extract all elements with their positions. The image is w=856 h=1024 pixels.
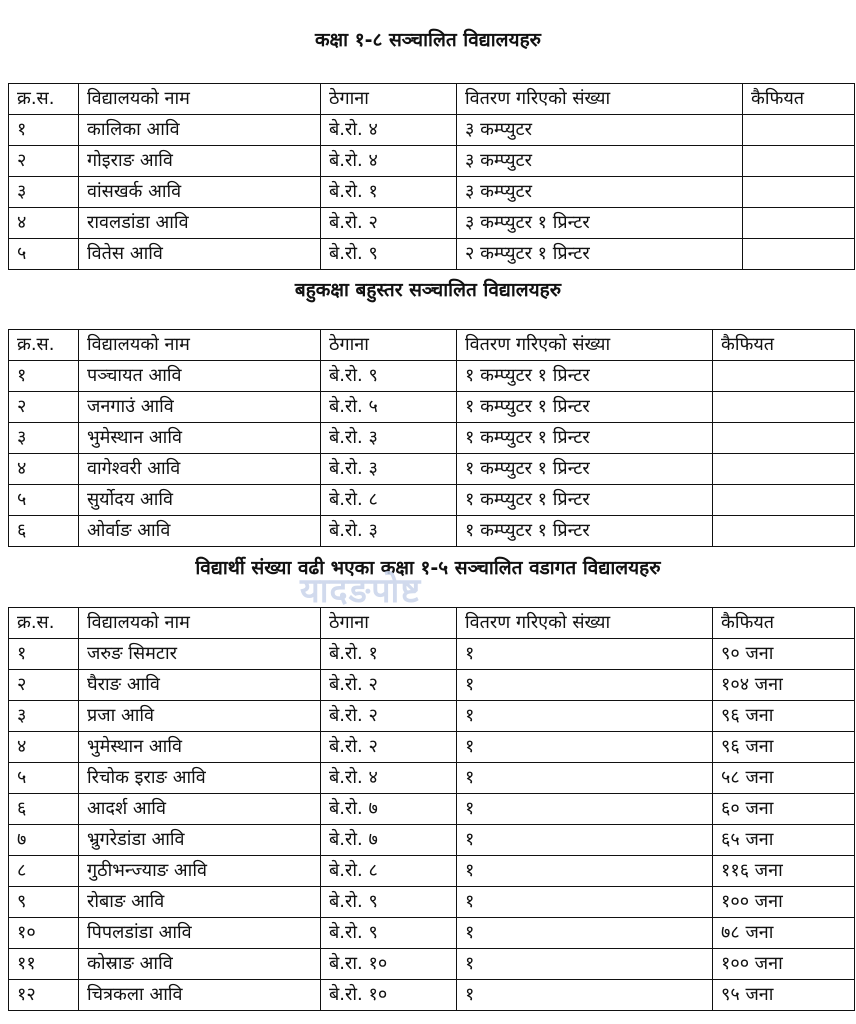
table-cell: १ <box>457 670 713 701</box>
table-row <box>9 239 855 270</box>
table-cell <box>713 423 855 454</box>
table-cell: रोबाङ आवि <box>79 887 321 918</box>
table-cell: चित्रकला आवि <box>79 980 321 1011</box>
table-row <box>9 887 855 918</box>
table-cell: वागेश्वरी आवि <box>79 454 321 485</box>
table-cell: २ कम्प्युटर १ प्रिन्टर <box>457 239 743 270</box>
table-row <box>9 639 855 670</box>
table-cell: रावलडांडा आवि <box>79 208 321 239</box>
table-row <box>9 115 855 146</box>
table-row <box>9 454 855 485</box>
table-cell: ५ <box>9 485 79 516</box>
table-cell: १ <box>457 639 713 670</box>
table-cell: ४ <box>9 208 79 239</box>
table-cell: ११ <box>9 949 79 980</box>
table-row <box>9 763 855 794</box>
table-cell: १०० जना <box>713 887 855 918</box>
table-row <box>9 423 855 454</box>
column-header: विद्यालयको नाम <box>79 330 321 361</box>
table-cell: ३ कम्प्युटर १ प्रिन्टर <box>457 208 743 239</box>
table-cell: बे.रो. ९ <box>321 887 457 918</box>
table-cell: १ कम्प्युटर १ प्रिन्टर <box>457 361 713 392</box>
column-header: क्र.स. <box>9 84 79 115</box>
table-cell: प्रजा आवि <box>79 701 321 732</box>
table-cell: १ <box>457 887 713 918</box>
table-cell: ओर्वाङ आवि <box>79 516 321 547</box>
table-cell: रिचोक इराङ आवि <box>79 763 321 794</box>
table-cell: कोस्राङ आवि <box>79 949 321 980</box>
table-cell: १ कम्प्युटर १ प्रिन्टर <box>457 485 713 516</box>
table-cell: ५ <box>9 763 79 794</box>
table-cell: ६५ जना <box>713 825 855 856</box>
table-cell <box>743 177 855 208</box>
table-cell: १ <box>457 794 713 825</box>
table-cell: भ्रुगरेडांडा आवि <box>79 825 321 856</box>
table-cell: १ <box>9 361 79 392</box>
table-row <box>9 732 855 763</box>
table-cell: पञ्चायत आवि <box>79 361 321 392</box>
section-1-table <box>8 83 855 270</box>
section-2-table <box>8 329 855 547</box>
table-cell: १ कम्प्युटर १ प्रिन्टर <box>457 423 713 454</box>
table-cell: १ <box>457 918 713 949</box>
table-cell: बे.रो. २ <box>321 732 457 763</box>
table-cell: बे.रो. ९ <box>321 239 457 270</box>
watermark-logo: यादङपोष्ट <box>300 571 422 611</box>
table-row <box>9 794 855 825</box>
table-cell: भुमेस्थान आवि <box>79 423 321 454</box>
column-header: विद्यालयको नाम <box>79 84 321 115</box>
table-cell: ६० जना <box>713 794 855 825</box>
table-cell: १ <box>457 980 713 1011</box>
table-cell: आदर्श आवि <box>79 794 321 825</box>
table-cell: ८ <box>9 856 79 887</box>
table-cell <box>713 485 855 516</box>
table-cell: बे.रो. ९ <box>321 361 457 392</box>
column-header: क्र.स. <box>9 330 79 361</box>
column-header: वितरण गरिएको संख्या <box>457 330 713 361</box>
table-cell <box>743 115 855 146</box>
table-cell: ९० जना <box>713 639 855 670</box>
table-row <box>9 361 855 392</box>
table-cell: ३ <box>9 701 79 732</box>
table-cell: २ <box>9 670 79 701</box>
table-cell: १० <box>9 918 79 949</box>
table-cell <box>713 516 855 547</box>
table-cell: १ <box>457 949 713 980</box>
table-row <box>9 177 855 208</box>
column-header: ठेगाना <box>321 84 457 115</box>
table-cell: बे.रो. ४ <box>321 115 457 146</box>
table-cell: बे.रो. ३ <box>321 516 457 547</box>
table-cell: १ <box>457 732 713 763</box>
table-row <box>9 485 855 516</box>
column-header: वितरण गरिएको संख्या <box>457 608 713 639</box>
section-1-heading: कक्षा १-८ सञ्चालित विद्यालयहरु <box>314 29 542 51</box>
table-cell: गोइराङ आवि <box>79 146 321 177</box>
table-row <box>9 392 855 423</box>
table-cell: १ <box>457 701 713 732</box>
table-cell <box>713 454 855 485</box>
table-cell: ९६ जना <box>713 701 855 732</box>
section-3-heading: विद्यार्थी संख्या वढी भएका कक्षा १-५ सञ्चालित वडागत विद्यालयहरु <box>195 557 661 579</box>
table-cell: बे.रो. ८ <box>321 856 457 887</box>
column-header: वितरण गरिएको संख्या <box>457 84 743 115</box>
table-cell: ४ <box>9 732 79 763</box>
section-2-heading: बहुकक्षा बहुस्तर सञ्चालित विद्यालयहरु <box>294 279 562 301</box>
table-cell: १ <box>457 856 713 887</box>
column-header: कैफियत <box>713 608 855 639</box>
table-cell: १ कम्प्युटर १ प्रिन्टर <box>457 516 713 547</box>
table-cell: ३ <box>9 423 79 454</box>
table-cell: वांसखर्क आवि <box>79 177 321 208</box>
table-cell: ३ कम्प्युटर <box>457 146 743 177</box>
table-cell: जरुङ सिमटार <box>79 639 321 670</box>
table-header-row <box>9 84 855 115</box>
table-cell: २ <box>9 146 79 177</box>
table-cell: १ <box>9 115 79 146</box>
table-cell: ३ कम्प्युटर <box>457 177 743 208</box>
table-cell <box>743 208 855 239</box>
column-header: ठेगाना <box>321 330 457 361</box>
table-cell: बे.रो. ९ <box>321 918 457 949</box>
table-cell: बे.रो. २ <box>321 701 457 732</box>
column-header: विद्यालयको नाम <box>79 608 321 639</box>
table-cell: ५ <box>9 239 79 270</box>
table-cell: बे.रो. ३ <box>321 423 457 454</box>
table-cell: बे.रो. १ <box>321 639 457 670</box>
table-row <box>9 516 855 547</box>
table-cell: १ <box>457 763 713 794</box>
table-cell: पिपलडांडा आवि <box>79 918 321 949</box>
table-cell: जनगाउं आवि <box>79 392 321 423</box>
table-cell: बे.रो. ४ <box>321 146 457 177</box>
table-cell: बे.रो. ७ <box>321 794 457 825</box>
table-row <box>9 918 855 949</box>
table-cell: बे.रो. १ <box>321 177 457 208</box>
table-row <box>9 701 855 732</box>
table-cell: बे.रो. १० <box>321 980 457 1011</box>
table-cell: १ <box>9 639 79 670</box>
table-row <box>9 980 855 1011</box>
table-cell: ३ कम्प्युटर <box>457 115 743 146</box>
table-cell: भुमेस्थान आवि <box>79 732 321 763</box>
table-cell: वितेस आवि <box>79 239 321 270</box>
table-cell <box>713 392 855 423</box>
table-header-row <box>9 330 855 361</box>
table-cell: ६ <box>9 794 79 825</box>
table-cell <box>713 361 855 392</box>
table-cell: बे.रो. २ <box>321 670 457 701</box>
table-row <box>9 825 855 856</box>
table-cell: बे.रा. १० <box>321 949 457 980</box>
table-cell <box>743 239 855 270</box>
table-cell: १ कम्प्युटर १ प्रिन्टर <box>457 454 713 485</box>
table-cell: बे.रो. ५ <box>321 392 457 423</box>
table-cell: ७ <box>9 825 79 856</box>
table-cell: कालिका आवि <box>79 115 321 146</box>
table-cell <box>743 146 855 177</box>
column-header: कैफियत <box>713 330 855 361</box>
table-cell: ५८ जना <box>713 763 855 794</box>
table-cell: ९६ जना <box>713 732 855 763</box>
table-row <box>9 146 855 177</box>
table-cell: ३ <box>9 177 79 208</box>
table-cell: १ <box>457 825 713 856</box>
table-cell: १०४ जना <box>713 670 855 701</box>
table-row <box>9 670 855 701</box>
table-cell: ९ <box>9 887 79 918</box>
table-cell: बे.रो. ८ <box>321 485 457 516</box>
table-row <box>9 949 855 980</box>
column-header: ठेगाना <box>321 608 457 639</box>
section-3-table <box>8 607 855 1011</box>
table-cell: ४ <box>9 454 79 485</box>
table-cell: गुठीभन्ज्याङ आवि <box>79 856 321 887</box>
table-cell: बे.रो. २ <box>321 208 457 239</box>
table-cell: ७८ जना <box>713 918 855 949</box>
column-header: क्र.स. <box>9 608 79 639</box>
table-cell: ९५ जना <box>713 980 855 1011</box>
table-cell: १ कम्प्युटर १ प्रिन्टर <box>457 392 713 423</box>
table-cell: ११६ जना <box>713 856 855 887</box>
column-header: कैफियत <box>743 84 855 115</box>
table-cell: १२ <box>9 980 79 1011</box>
table-cell: बे.रो. ४ <box>321 763 457 794</box>
table-cell: १०० जना <box>713 949 855 980</box>
table-cell: २ <box>9 392 79 423</box>
table-cell: ६ <box>9 516 79 547</box>
table-cell: बे.रो. ३ <box>321 454 457 485</box>
table-row <box>9 208 855 239</box>
table-cell: सुर्योदय आवि <box>79 485 321 516</box>
table-row <box>9 856 855 887</box>
table-cell: घैराङ आवि <box>79 670 321 701</box>
table-cell: बे.रो. ७ <box>321 825 457 856</box>
table-header-row <box>9 608 855 639</box>
